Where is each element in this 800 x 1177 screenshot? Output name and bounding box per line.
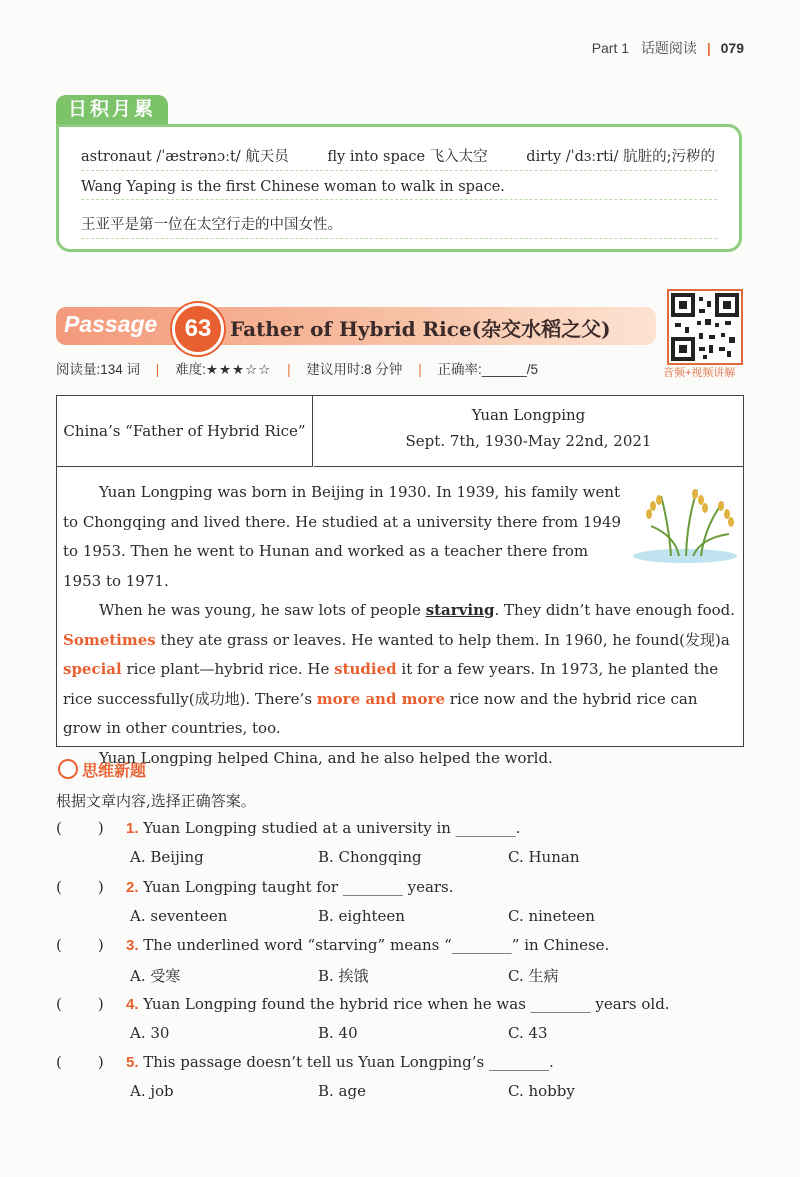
qr-label: 音频+视频讲解 (663, 367, 736, 379)
part-label: Part 1 (591, 40, 630, 56)
question-3: ( ) 3. The underlined word “starving” means “________” in Chinese. (56, 936, 610, 954)
life-dates: Sept. 7th, 1930-May 22nd, 2021 (405, 432, 652, 450)
option[interactable]: B. 40 (318, 1024, 358, 1042)
option[interactable]: B. Chongqing (318, 848, 422, 866)
accuracy: 正确率:______/5 (437, 362, 539, 377)
option[interactable]: A. seventeen (130, 907, 228, 925)
story-paragraph-1: Yuan Longping was born in Beijing in 1930. In 1939, his family went to Chongqing and lived there. He studied at a university there from 1949 to 1953. Then he went to Hunan and worked as a teacher there from 1953 to 1971. (63, 483, 622, 590)
page-number: 079 (720, 40, 744, 56)
passage-number: 63 (172, 303, 224, 355)
word-count: 阅读量:134 词 (56, 362, 141, 377)
vocab-words (81, 145, 717, 171)
question-4: ( ) 4. Yuan Longping found the hybrid rice when he was ________ years old. (56, 995, 670, 1013)
option[interactable]: C. 生病 (508, 967, 559, 985)
header-separator: | (706, 40, 711, 56)
question-5: ( ) 5. This passage doesn’t tell us Yuan Longping’s ________. (56, 1053, 554, 1071)
option[interactable]: B. 挨饿 (318, 967, 369, 985)
option[interactable]: C. 43 (508, 1024, 548, 1042)
difficulty-label: 难度: (175, 362, 206, 377)
section-label: 话题阅读 (640, 40, 697, 56)
option[interactable]: A. job (130, 1082, 174, 1100)
story-paragraph-3: Yuan Longping helped China, and he also helped the world. (99, 748, 553, 767)
suggested-time: 建议用时:8 分钟 (306, 362, 403, 377)
table-left-cell: China’s “Father of Hybrid Rice” (57, 396, 313, 467)
highlight-word: Sometimes (63, 630, 156, 649)
meta-divider: | (287, 362, 291, 377)
passage-table (56, 395, 744, 767)
pencil-icon (58, 759, 78, 779)
highlight-word: more and more (316, 689, 445, 708)
exercise-title: 思维新题 (58, 758, 146, 781)
meta-divider: | (155, 362, 160, 377)
question-1: ( ) 1. Yuan Longping studied at a university in ________. (56, 819, 521, 837)
story-text (63, 478, 735, 773)
qr-code[interactable] (667, 289, 743, 365)
option[interactable]: B. age (318, 1082, 366, 1100)
vocab-sentence-en: Wang Yaping is the first Chinese woman to walk in space. (81, 179, 717, 200)
question-2: ( ) 2. Yuan Longping taught for ________ years. (56, 878, 454, 896)
vocab-box (56, 124, 742, 252)
highlight-word: studied (334, 660, 397, 678)
option[interactable]: A. Beijing (130, 848, 204, 866)
option[interactable]: B. eighteen (318, 907, 405, 925)
vocab-tab: 日积月累 (56, 95, 168, 125)
option[interactable]: C. nineteen (508, 907, 595, 925)
passage-title: Father of Hybrid Rice(杂交水稻之父) (230, 317, 611, 341)
option[interactable]: C. Hunan (508, 848, 580, 866)
option[interactable]: A. 30 (130, 1024, 170, 1042)
vocab-word: dirty /ˈdɜːrti/ 肮脏的;污秽的 (526, 149, 715, 165)
vocab-word: fly into space 飞入太空 (327, 149, 488, 165)
passage-meta (56, 358, 538, 378)
person-name: Yuan Longping (471, 406, 586, 424)
underlined-word: starving (425, 601, 495, 619)
option[interactable]: A. 受寒 (130, 967, 181, 985)
table-right-cell (314, 396, 743, 467)
exercise-instruction: 根据文章内容,选择正确答案。 (56, 792, 256, 810)
qr-code-icon (669, 291, 741, 363)
story-paragraph-2: When he was young, he saw lots of people starving. They didn’t have enough food. Sometimes they ate grass or leaves. He wanted to help them. In 1960, he found(发现)a special rice plant—hybrid rice. He studied it for a few years. In 1973, he planted the rice successfully(成功地). There’s more and more rice now and the hybrid rice can grow in other countries, too. (63, 601, 736, 737)
meta-divider: | (418, 362, 422, 377)
passage-label: Passage (64, 311, 158, 337)
difficulty-stars: ★★★☆☆ (205, 362, 272, 377)
vocab-sentence-zh: 王亚平是第一位在太空行走的中国女性。 (81, 213, 717, 239)
passage-title-bar (56, 307, 656, 345)
page-header (592, 38, 744, 58)
highlight-word: special (63, 660, 122, 678)
option[interactable]: C. hobby (508, 1082, 575, 1100)
vocab-word: astronaut /ˈæstrənɔːt/ 航天员 (81, 149, 289, 165)
